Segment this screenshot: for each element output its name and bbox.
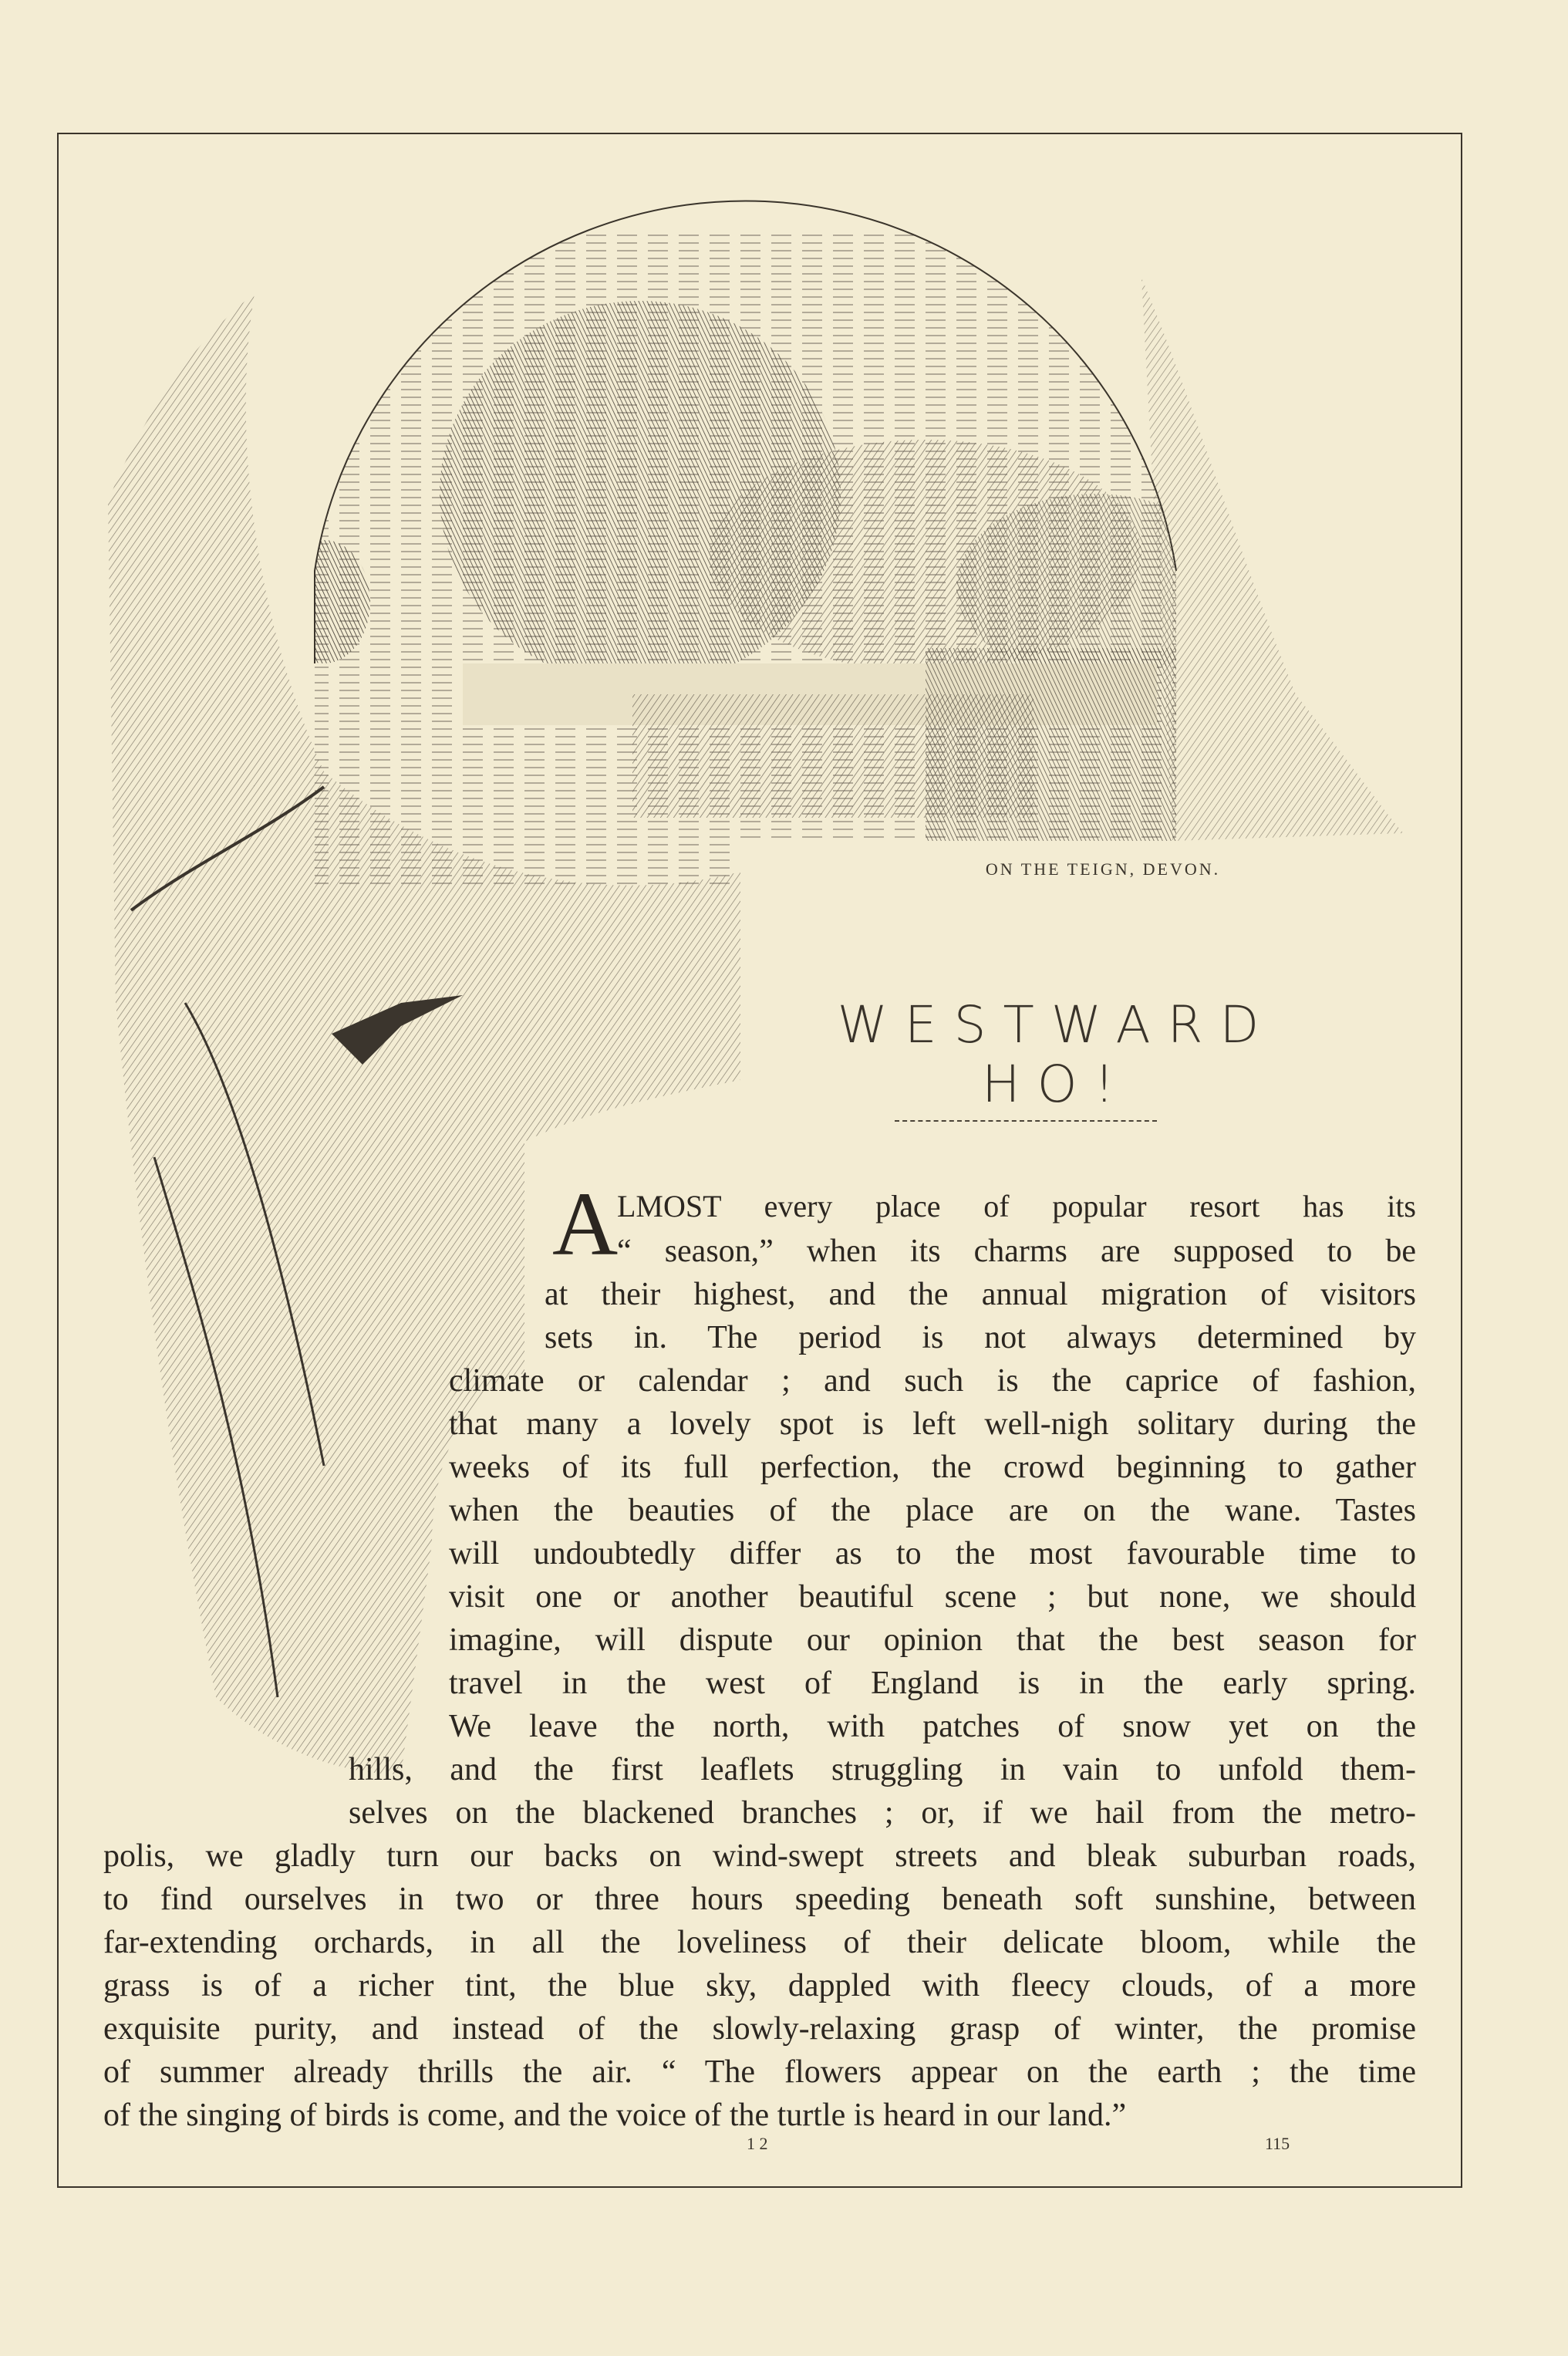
body-line: far-extending orchards, in all the loveliness of their delicate bloom, while the — [103, 1925, 1416, 1960]
body-line: of summer already thrills the air. “ The flowers appear on the earth ; the time — [103, 2054, 1416, 2090]
body-line: exquisite purity, and instead of the slowly-relaxing grasp of winter, the promise — [103, 2011, 1416, 2047]
body-line: hills, and the first leaflets struggling in vain to unfold them- — [349, 1752, 1416, 1787]
body-line: to find ourselves in two or three hours speeding beneath soft sunshine, between — [103, 1882, 1416, 1917]
body-line: LMOST every place of popular resort has its — [617, 1189, 1416, 1224]
drop-cap: A — [552, 1173, 619, 1274]
body-line: visit one or another beautiful scene ; but none, we should — [449, 1579, 1416, 1615]
body-line: at their highest, and the annual migration of visitors — [545, 1277, 1416, 1312]
body-line: selves on the blackened branches ; or, if we hail from the metro- — [349, 1795, 1416, 1831]
body-line: polis, we gladly turn our backs on wind-swept streets and bleak suburban roads, — [103, 1838, 1416, 1874]
body-line: will undoubtedly differ as to the most favourable time to — [449, 1536, 1416, 1571]
body-line: of the singing of birds is come, and the voice of the turtle is heard in our land.” — [103, 2098, 1127, 2133]
page-title: WESTWARD HO! — [837, 995, 1276, 1114]
body-line: sets in. The period is not always determined by — [545, 1320, 1416, 1355]
body-line: travel in the west of England is in the early spring. — [449, 1666, 1416, 1701]
body-line: climate or calendar ; and such is the caprice of fashion, — [449, 1363, 1416, 1399]
signature-mark: 1 2 — [747, 2134, 768, 2153]
body-line: weeks of its full perfection, the crowd beginning to gather — [449, 1450, 1416, 1485]
body-line: imagine, will dispute our opinion that the best season for — [449, 1622, 1416, 1658]
body-line: that many a lovely spot is left well-nigh solitary during the — [449, 1406, 1416, 1442]
body-line: “ season,” when its charms are supposed to be — [617, 1234, 1416, 1269]
page-number: 115 — [1265, 2134, 1290, 2153]
body-line: We leave the north, with patches of snow yet on the — [449, 1709, 1416, 1744]
title-rule — [895, 1120, 1157, 1122]
illustration-caption: ON THE TEIGN, DEVON. — [985, 859, 1221, 879]
body-line: grass is of a richer tint, the blue sky, dappled with fleecy clouds, of a more — [103, 1968, 1416, 2003]
body-line: when the beauties of the place are on the wane. Tastes — [449, 1493, 1416, 1528]
